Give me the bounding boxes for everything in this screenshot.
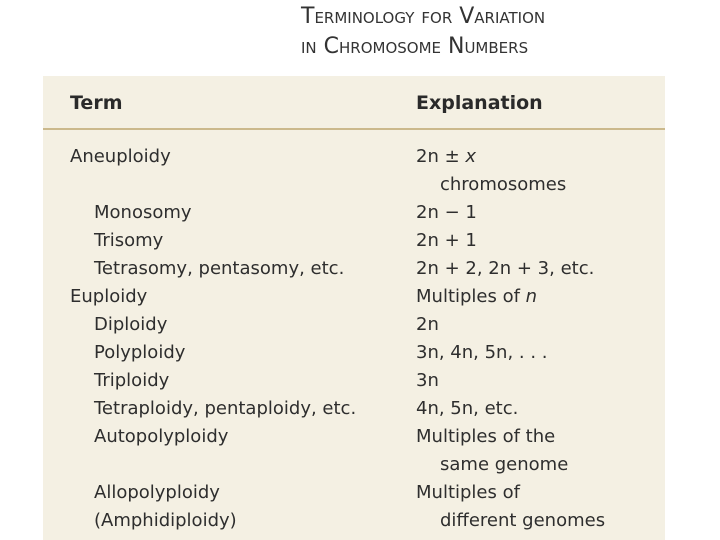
term-tetraploidy: Tetraploidy, pentaploidy, etc. — [94, 398, 357, 419]
explanation-tetraploidy: 4n, 5n, etc. — [416, 398, 519, 419]
explanation-aneuploidy-cont: chromosomes — [440, 174, 567, 195]
explanation-allopolyploidy: Multiples of — [416, 482, 520, 503]
explanation-triploidy: 3n — [416, 370, 439, 391]
explanation-allopolyploidy-cont: different genomes — [440, 510, 606, 531]
term-triploidy: Triploidy — [94, 370, 170, 391]
explanation-trisomy: 2n + 1 — [416, 230, 477, 251]
term-aneuploidy: Aneuploidy — [70, 146, 171, 167]
term-euploidy: Euploidy — [70, 286, 148, 307]
explanation-euploidy: Multiples of n — [416, 286, 538, 307]
table-body — [43, 76, 665, 540]
explanation-monosomy: 2n − 1 — [416, 202, 477, 223]
term-polyploidy: Polyploidy — [94, 342, 186, 363]
header-term: Term — [70, 92, 123, 114]
table-title-line-2: in Chromosome Numbers — [301, 34, 529, 59]
explanation-diploidy: 2n — [416, 314, 439, 335]
explanation-autopolyploidy: Multiples of the — [416, 426, 556, 447]
explanation-polyploidy: 3n, 4n, 5n, . . . — [416, 342, 548, 363]
term-autopolyploidy: Autopolyploidy — [94, 426, 229, 447]
term-amphidiploidy: (Amphidiploidy) — [94, 510, 237, 531]
explanation-autopolyploidy-cont: same genome — [440, 454, 569, 475]
terminology-table — [43, 76, 665, 540]
explanation-aneuploidy: 2n ± x — [416, 146, 477, 167]
header-explanation: Explanation — [416, 92, 543, 114]
explanation-tetrasomy: 2n + 2, 2n + 3, etc. — [416, 258, 595, 279]
term-trisomy: Trisomy — [94, 230, 164, 251]
table-title — [301, 2, 545, 62]
term-tetrasomy: Tetrasomy, pentasomy, etc. — [94, 258, 345, 279]
term-allopolyploidy: Allopolyploidy — [94, 482, 220, 503]
term-diploidy: Diploidy — [94, 314, 168, 335]
term-monosomy: Monosomy — [94, 202, 192, 223]
table-title-line-1: Terminology for Variation — [301, 4, 546, 29]
